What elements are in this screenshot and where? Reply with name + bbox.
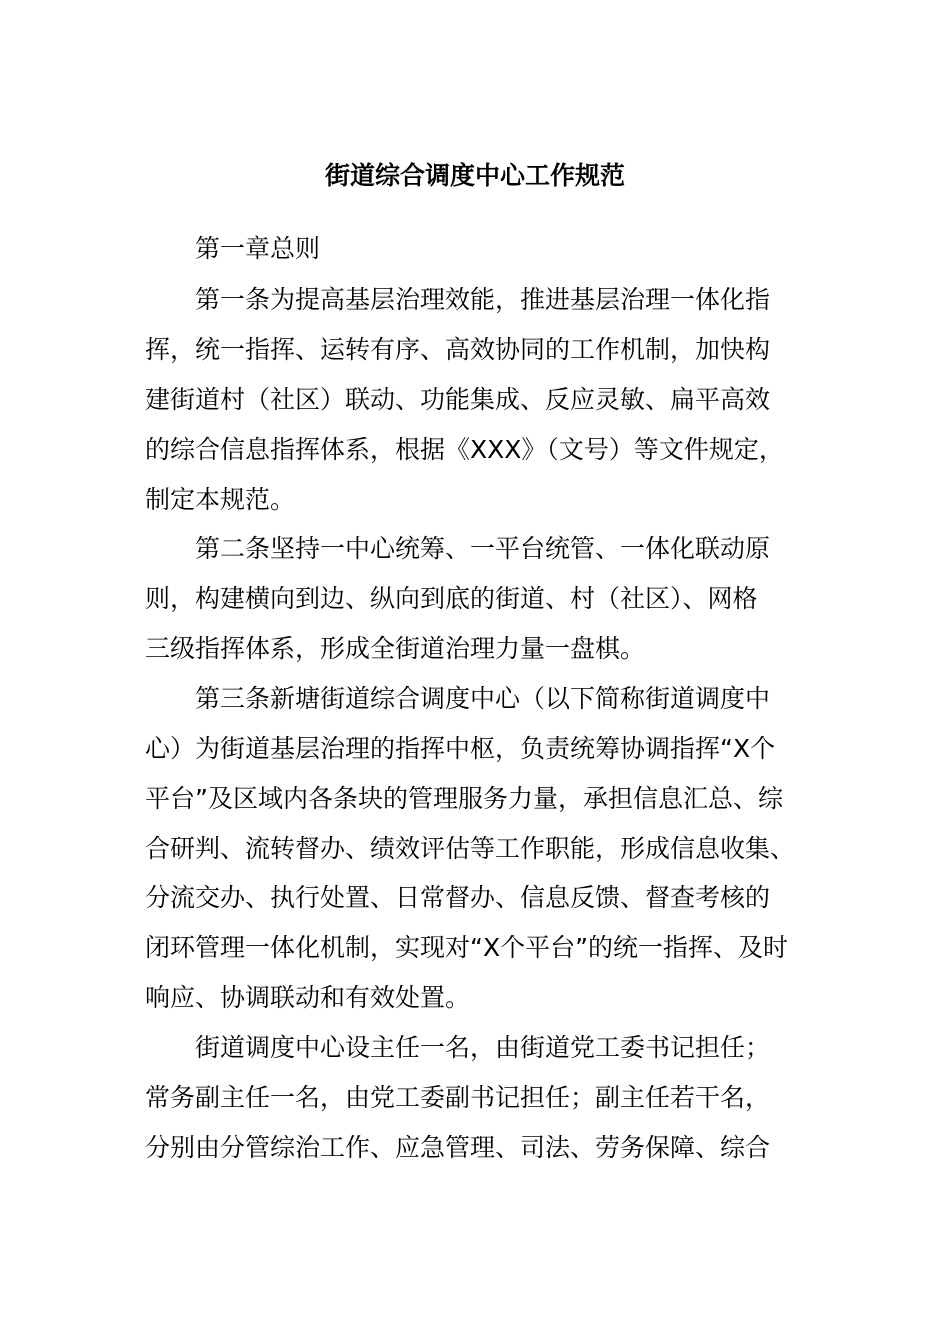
text-line: 的综合信息指挥体系，根据《XXX》（文号）等文件规定， (145, 435, 784, 464)
document-title: 街道综合调度中心工作规范 (324, 161, 625, 190)
text-line: 第二条坚持一中心统筹、一平台统管、一体化联动原 (195, 534, 771, 563)
text-line: 分别由分管综治工作、应急管理、司法、劳务保障、综合 (145, 1133, 771, 1162)
text-line: 街道调度中心设主任一名，由街道党工委书记担任； (195, 1033, 771, 1062)
text-line: 制定本规范。 (145, 485, 296, 514)
text-line: 常务副主任一名，由党工委副书记担任；副主任若干名， (145, 1083, 771, 1112)
text-line: 挥，统一指挥、运转有序、高效协同的工作机制，加快构 (145, 335, 771, 364)
text-line: 第三条新塘街道综合调度中心（以下简称街道调度中 (195, 684, 771, 713)
text-line: 则，构建横向到边、纵向到底的街道、村（社区）、网格 (145, 584, 758, 613)
text-line: 建街道村（社区）联动、功能集成、反应灵敏、扁平高效 (145, 385, 771, 414)
text-line: 闭环管理一体化机制，实现对“X个平台”的统一指挥、及时 (145, 933, 789, 962)
text-line: 平台”及区域内各条块的管理服务力量，承担信息汇总、综 (145, 784, 783, 813)
text-line: 三级指挥体系，形成全街道治理力量一盘棋。 (145, 634, 646, 663)
text-line: 分流交办、执行处置、日常督办、信息反馈、督查考核的 (145, 883, 771, 912)
text-line: 合研判、流转督办、绩效评估等工作职能，形成信息收集、 (145, 834, 796, 863)
text-line: 第一条为提高基层治理效能，推进基层治理一体化指 (195, 285, 771, 314)
text-line: 心）为街道基层治理的指挥中枢，负责统筹协调指挥“X个 (145, 734, 776, 763)
text-line: 响应、协调联动和有效处置。 (145, 983, 471, 1012)
chapter-heading: 第一章总则 (195, 234, 321, 263)
